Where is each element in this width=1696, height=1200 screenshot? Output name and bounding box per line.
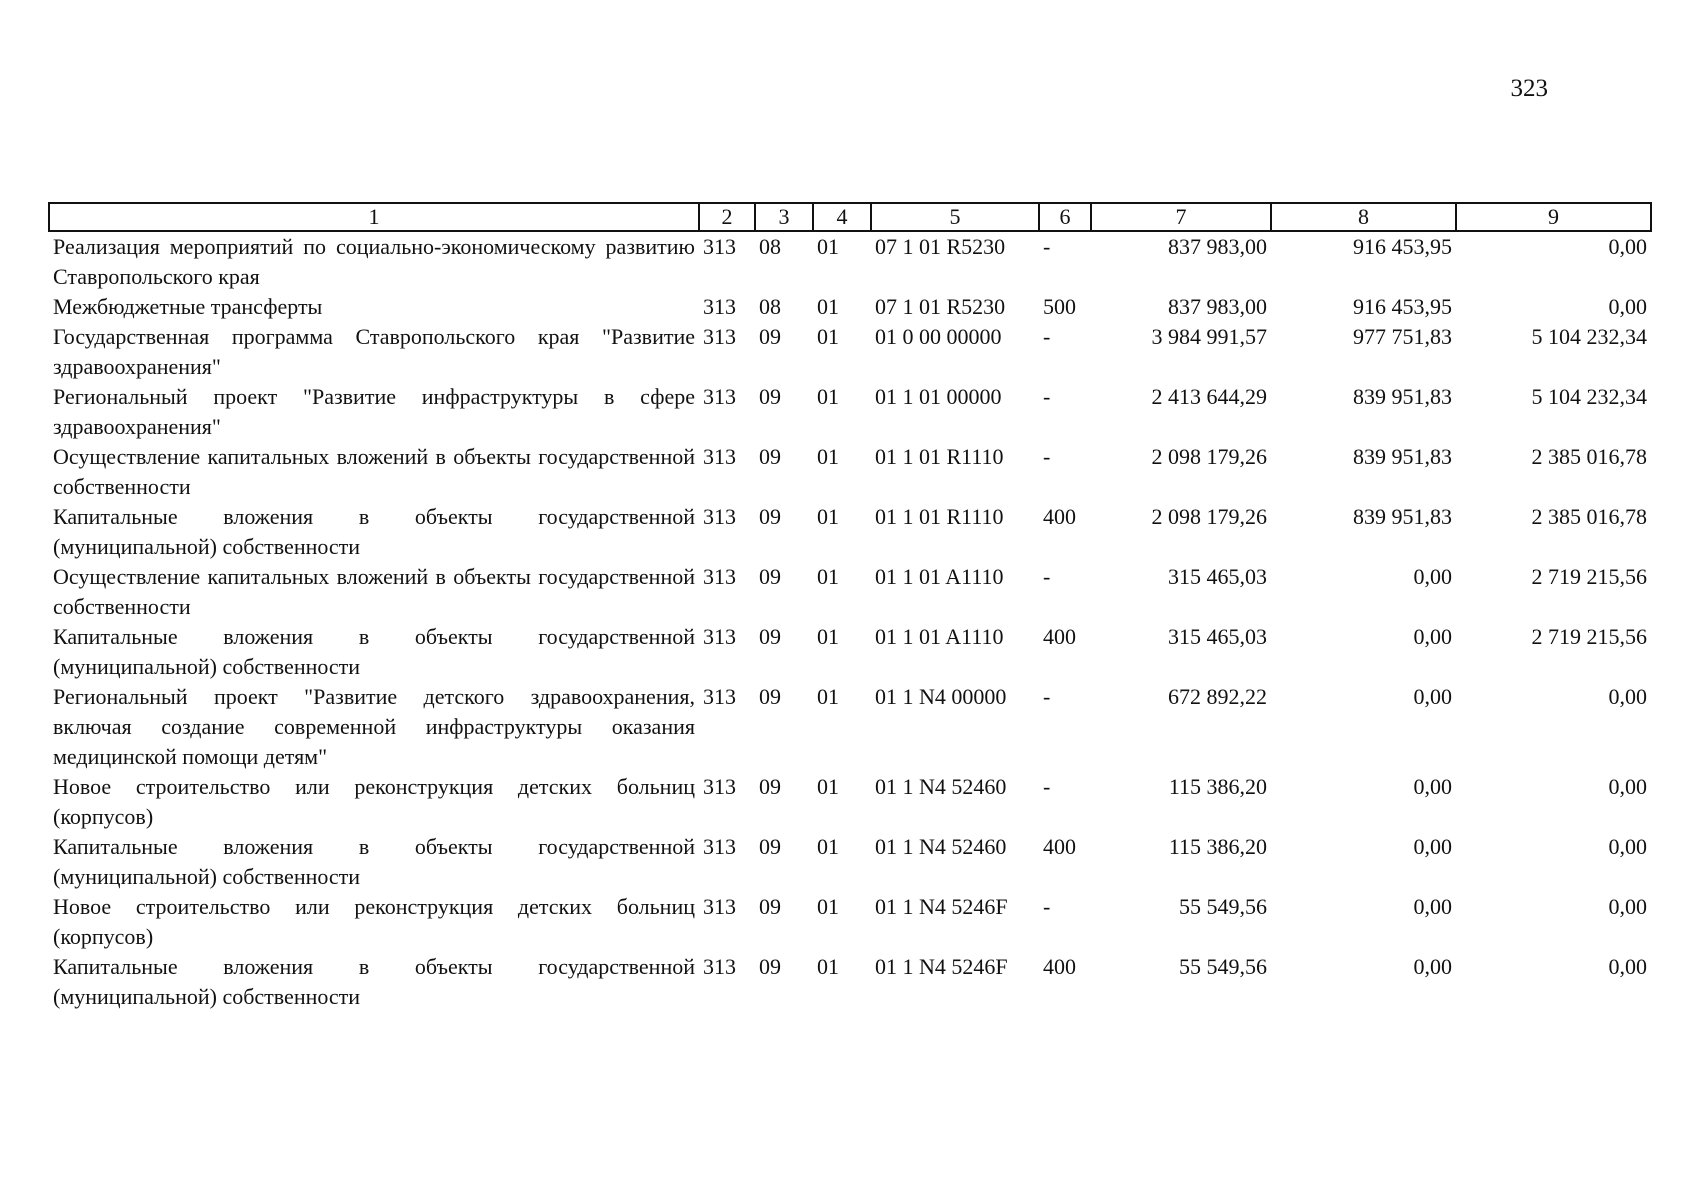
row-col-9: 0,00 bbox=[1608, 774, 1647, 799]
row-col-2: 313 bbox=[703, 894, 736, 919]
row-col-9: 0,00 bbox=[1608, 834, 1647, 859]
table-row bbox=[49, 231, 1651, 292]
row-col-2: 313 bbox=[703, 444, 736, 469]
row-col-6: - bbox=[1043, 444, 1051, 469]
table-row bbox=[49, 562, 1651, 622]
table-row bbox=[49, 442, 1651, 502]
row-col-6: 500 bbox=[1043, 294, 1076, 319]
row-col-5: 01 1 N4 5246F bbox=[875, 894, 1008, 919]
row-col-5: 01 0 00 00000 bbox=[875, 324, 1002, 349]
table-row bbox=[49, 832, 1651, 892]
row-col-8: 0,00 bbox=[1413, 564, 1452, 589]
row-name: Новое строительство или реконструкция детских больниц (корпусов) bbox=[53, 774, 695, 829]
row-col-6: - bbox=[1043, 324, 1051, 349]
column-header-6: 6 bbox=[1039, 203, 1091, 231]
row-col-9: 2 385 016,78 bbox=[1531, 504, 1647, 529]
row-col-9: 5 104 232,34 bbox=[1531, 384, 1647, 409]
row-col-6: - bbox=[1043, 564, 1051, 589]
row-col-2: 313 bbox=[703, 564, 736, 589]
row-col-4: 01 bbox=[817, 624, 839, 649]
row-col-3: 09 bbox=[759, 384, 781, 409]
row-col-7: 55 549,56 bbox=[1179, 894, 1267, 919]
row-col-9: 0,00 bbox=[1608, 294, 1647, 319]
row-col-4: 01 bbox=[817, 294, 839, 319]
row-col-8: 0,00 bbox=[1413, 894, 1452, 919]
row-col-6: 400 bbox=[1043, 504, 1076, 529]
row-col-7: 2 098 179,26 bbox=[1151, 504, 1267, 529]
row-col-3: 09 bbox=[759, 564, 781, 589]
table-row bbox=[49, 892, 1651, 952]
row-col-3: 09 bbox=[759, 684, 781, 709]
column-header-7: 7 bbox=[1091, 203, 1271, 231]
row-name: Капитальные вложения в объекты государственной (муниципальной) собственности bbox=[53, 504, 695, 559]
row-col-7: 315 465,03 bbox=[1168, 624, 1267, 649]
row-col-8: 0,00 bbox=[1413, 684, 1452, 709]
table-row bbox=[49, 292, 1651, 322]
column-header-8: 8 bbox=[1271, 203, 1456, 231]
table-row bbox=[49, 952, 1651, 1012]
row-col-4: 01 bbox=[817, 774, 839, 799]
row-col-4: 01 bbox=[817, 834, 839, 859]
row-name: Осуществление капитальных вложений в объекты государственной собственности bbox=[53, 564, 695, 619]
row-name: Региональный проект "Развитие инфраструктуры в сфере здравоохранения" bbox=[53, 384, 695, 439]
row-col-7: 115 386,20 bbox=[1168, 774, 1267, 799]
row-col-8: 0,00 bbox=[1413, 954, 1452, 979]
row-col-3: 08 bbox=[759, 294, 781, 319]
row-col-6: 400 bbox=[1043, 954, 1076, 979]
row-name: Осуществление капитальных вложений в объекты государственной собственности bbox=[53, 444, 695, 499]
row-col-2: 313 bbox=[703, 954, 736, 979]
row-col-2: 313 bbox=[703, 684, 736, 709]
row-col-2: 313 bbox=[703, 294, 736, 319]
row-name: Капитальные вложения в объекты государственной (муниципальной) собственности bbox=[53, 624, 695, 679]
column-header-3: 3 bbox=[755, 203, 813, 231]
row-col-5: 01 1 01 00000 bbox=[875, 384, 1002, 409]
row-col-3: 09 bbox=[759, 624, 781, 649]
row-col-9: 0,00 bbox=[1608, 894, 1647, 919]
row-col-8: 0,00 bbox=[1413, 774, 1452, 799]
row-col-3: 08 bbox=[759, 234, 781, 259]
row-name: Межбюджетные трансферты bbox=[53, 294, 323, 319]
row-col-2: 313 bbox=[703, 504, 736, 529]
column-header-4: 4 bbox=[813, 203, 871, 231]
row-col-5: 07 1 01 R5230 bbox=[875, 234, 1006, 259]
row-col-3: 09 bbox=[759, 894, 781, 919]
row-col-3: 09 bbox=[759, 834, 781, 859]
table-body bbox=[49, 231, 1651, 1012]
row-col-2: 313 bbox=[703, 774, 736, 799]
row-col-7: 837 983,00 bbox=[1168, 294, 1267, 319]
row-col-5: 07 1 01 R5230 bbox=[875, 294, 1006, 319]
row-col-8: 977 751,83 bbox=[1353, 324, 1452, 349]
row-col-8: 0,00 bbox=[1413, 834, 1452, 859]
table-row bbox=[49, 682, 1651, 772]
row-col-3: 09 bbox=[759, 774, 781, 799]
row-col-3: 09 bbox=[759, 504, 781, 529]
row-col-7: 115 386,20 bbox=[1168, 834, 1267, 859]
row-col-3: 09 bbox=[759, 954, 781, 979]
row-name: Капитальные вложения в объекты государственной (муниципальной) собственности bbox=[53, 954, 695, 1009]
row-col-9: 2 385 016,78 bbox=[1531, 444, 1647, 469]
table-row bbox=[49, 772, 1651, 832]
row-col-5: 01 1 N4 5246F bbox=[875, 954, 1008, 979]
row-col-4: 01 bbox=[817, 444, 839, 469]
row-col-5: 01 1 N4 52460 bbox=[875, 774, 1007, 799]
row-col-8: 839 951,83 bbox=[1353, 444, 1452, 469]
row-col-3: 09 bbox=[759, 324, 781, 349]
row-col-7: 672 892,22 bbox=[1168, 684, 1267, 709]
column-header-2: 2 bbox=[699, 203, 755, 231]
row-col-8: 0,00 bbox=[1413, 624, 1452, 649]
row-col-4: 01 bbox=[817, 894, 839, 919]
table-row bbox=[49, 322, 1651, 382]
page-number: 323 bbox=[1510, 75, 1548, 102]
row-col-5: 01 1 01 R1110 bbox=[875, 444, 1004, 469]
row-col-9: 0,00 bbox=[1608, 234, 1647, 259]
row-col-4: 01 bbox=[817, 504, 839, 529]
row-col-7: 2 098 179,26 bbox=[1151, 444, 1267, 469]
row-name: Реализация мероприятий по социально-экономическому развитию Ставропольского края bbox=[53, 234, 695, 289]
row-col-7: 315 465,03 bbox=[1168, 564, 1267, 589]
row-col-8: 916 453,95 bbox=[1353, 294, 1452, 319]
row-col-6: - bbox=[1043, 234, 1051, 259]
row-col-7: 837 983,00 bbox=[1168, 234, 1267, 259]
row-col-6: - bbox=[1043, 894, 1051, 919]
row-col-4: 01 bbox=[817, 324, 839, 349]
row-name: Региональный проект "Развитие детского здравоохранения, включая создание современной инфраструктуры оказания медицинской помощи детям" bbox=[53, 684, 695, 769]
row-col-4: 01 bbox=[817, 954, 839, 979]
row-col-5: 01 1 01 R1110 bbox=[875, 504, 1004, 529]
table-row bbox=[49, 622, 1651, 682]
table-row bbox=[49, 382, 1651, 442]
column-header-5: 5 bbox=[871, 203, 1039, 231]
row-col-7: 2 413 644,29 bbox=[1151, 384, 1267, 409]
row-col-2: 313 bbox=[703, 624, 736, 649]
table-header bbox=[49, 203, 1651, 231]
row-col-7: 3 984 991,57 bbox=[1151, 324, 1267, 349]
header-row bbox=[49, 203, 1651, 231]
row-col-5: 01 1 N4 52460 bbox=[875, 834, 1007, 859]
row-col-2: 313 bbox=[703, 234, 736, 259]
row-col-9: 0,00 bbox=[1608, 684, 1647, 709]
row-col-2: 313 bbox=[703, 834, 736, 859]
row-col-6: 400 bbox=[1043, 834, 1076, 859]
row-col-6: - bbox=[1043, 684, 1051, 709]
row-col-6: - bbox=[1043, 384, 1051, 409]
row-col-9: 0,00 bbox=[1608, 954, 1647, 979]
row-col-9: 5 104 232,34 bbox=[1531, 324, 1647, 349]
row-col-4: 01 bbox=[817, 384, 839, 409]
row-name: Новое строительство или реконструкция детских больниц (корпусов) bbox=[53, 894, 695, 949]
row-col-5: 01 1 01 A1110 bbox=[875, 624, 1004, 649]
row-col-7: 55 549,56 bbox=[1179, 954, 1267, 979]
row-col-6: 400 bbox=[1043, 624, 1076, 649]
row-col-9: 2 719 215,56 bbox=[1531, 624, 1647, 649]
row-col-4: 01 bbox=[817, 564, 839, 589]
row-col-8: 839 951,83 bbox=[1353, 384, 1452, 409]
table-row bbox=[49, 502, 1651, 562]
row-col-8: 916 453,95 bbox=[1353, 234, 1452, 259]
column-header-9: 9 bbox=[1456, 203, 1651, 231]
row-col-4: 01 bbox=[817, 234, 839, 259]
row-col-2: 313 bbox=[703, 384, 736, 409]
row-col-2: 313 bbox=[703, 324, 736, 349]
row-col-5: 01 1 01 A1110 bbox=[875, 564, 1004, 589]
row-col-4: 01 bbox=[817, 684, 839, 709]
row-col-5: 01 1 N4 00000 bbox=[875, 684, 1007, 709]
row-col-8: 839 951,83 bbox=[1353, 504, 1452, 529]
column-header-1: 1 bbox=[49, 203, 699, 231]
row-col-6: - bbox=[1043, 774, 1051, 799]
row-col-3: 09 bbox=[759, 444, 781, 469]
row-col-9: 2 719 215,56 bbox=[1531, 564, 1647, 589]
row-name: Государственная программа Ставропольского края "Развитие здравоохранения" bbox=[53, 324, 695, 379]
budget-table bbox=[48, 202, 1652, 1012]
row-name: Капитальные вложения в объекты государственной (муниципальной) собственности bbox=[53, 834, 695, 889]
